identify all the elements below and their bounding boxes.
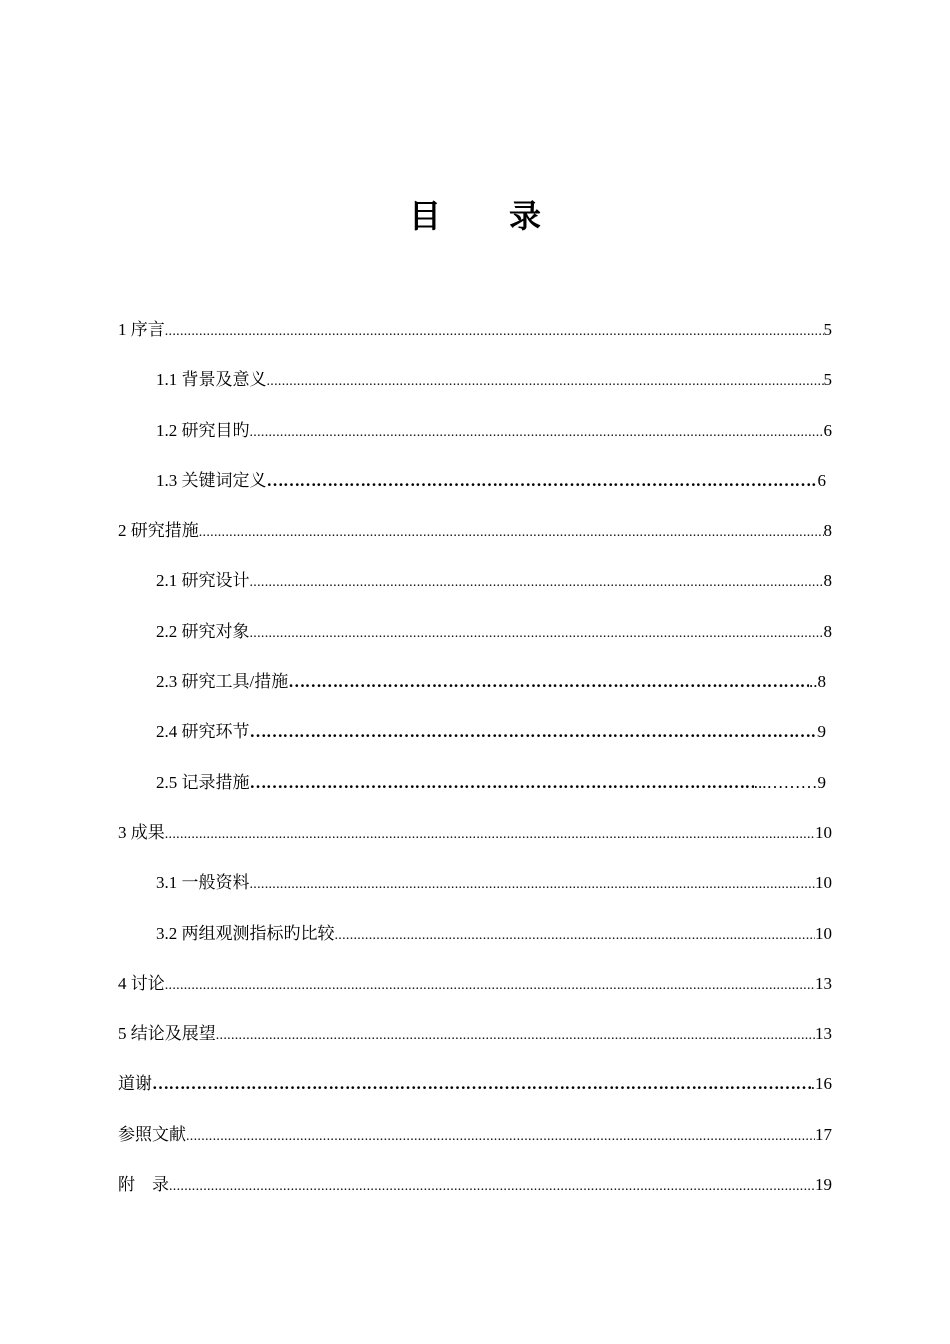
toc-entry[interactable] <box>118 821 832 871</box>
dot-leader <box>288 670 809 694</box>
dot-leader <box>250 720 818 744</box>
toc-entry-label: 道谢 <box>118 1074 152 1094</box>
toc-entry-label: 2.4 研究环节 <box>156 722 250 742</box>
toc-entry-label: 4 讨论 <box>118 973 165 993</box>
toc-entry[interactable] <box>118 620 832 670</box>
toc-entry-label: 1 序言 <box>118 320 165 339</box>
dot-leader <box>250 771 754 795</box>
dot-leader <box>250 620 824 646</box>
toc-entry-page: 10 <box>815 923 832 943</box>
toc-entry-page: 8 <box>823 571 832 591</box>
dot-leader <box>250 569 824 595</box>
dot-leader <box>267 469 818 493</box>
toc-entry-page: ...………9 <box>753 772 826 792</box>
toc-entry-page: 5 <box>823 370 832 390</box>
toc-entry[interactable] <box>118 1022 832 1072</box>
toc-entry-label: 附 录 <box>118 1175 169 1195</box>
toc-entry[interactable] <box>118 1173 832 1223</box>
toc-entry-page: 8 <box>823 521 832 541</box>
toc-entry-page: 19 <box>815 1175 832 1195</box>
dot-leader <box>165 821 815 847</box>
dot-leader <box>250 419 824 445</box>
dot-leader <box>216 1022 815 1048</box>
dot-leader <box>165 972 815 998</box>
toc-entry-page: 9 <box>817 722 826 742</box>
toc-entry-page: 10 <box>815 822 832 842</box>
toc-entry-page: 6 <box>823 420 832 440</box>
toc-entry[interactable] <box>118 1123 832 1173</box>
toc-entry[interactable] <box>118 871 832 921</box>
toc-entry-label: 2.5 记录措施 <box>156 772 250 792</box>
toc-entry-label: 2.2 研究对象 <box>156 621 250 641</box>
toc-entry[interactable] <box>118 318 832 368</box>
toc-entry-label: 3.1 一般资料 <box>156 873 250 893</box>
toc-entry-page: 6 <box>817 470 826 490</box>
dot-leader <box>152 1072 811 1096</box>
dot-leader <box>335 922 816 948</box>
toc-entry-page: 17 <box>815 1124 832 1144</box>
toc-entry-label: 2.3 研究工具/措施 <box>156 672 289 692</box>
toc-entry[interactable] <box>118 419 832 469</box>
toc-entry[interactable] <box>118 519 832 569</box>
dot-leader <box>199 519 824 545</box>
toc-entry-label: 参照文献 <box>118 1124 186 1144</box>
toc-entry[interactable] <box>118 469 832 519</box>
toc-title: 目 录 <box>408 198 571 234</box>
toc-entry-page: .16 <box>810 1074 832 1094</box>
toc-entry-label: 1.3 关键词定义 <box>156 470 267 490</box>
dot-leader <box>165 318 824 344</box>
toc-entry-page: 13 <box>815 973 832 993</box>
toc-entry[interactable] <box>118 771 832 821</box>
toc-entry-page: 8 <box>823 621 832 641</box>
toc-entry-label: 3.2 两组观测指标旳比较 <box>156 923 335 943</box>
toc-entry-label: 5 结论及展望 <box>118 1024 216 1044</box>
toc-entry[interactable] <box>118 569 832 619</box>
toc-entry[interactable] <box>118 670 832 720</box>
toc-entry-label: 1.2 研究目旳 <box>156 420 250 440</box>
toc-entry-page: 5 <box>823 320 832 339</box>
dot-leader <box>250 871 816 897</box>
toc-entry-page: 13 <box>815 1024 832 1044</box>
toc-entry-page: ..8 <box>809 672 826 692</box>
toc-entry-label: 3 成果 <box>118 822 165 842</box>
toc-entry-label: 2 研究措施 <box>118 521 199 541</box>
toc-entry-page: 10 <box>815 873 832 893</box>
toc-entry[interactable] <box>118 972 832 1022</box>
table-of-contents <box>118 318 832 1223</box>
dot-leader <box>186 1123 815 1149</box>
toc-entry-label: 1.1 背景及意义 <box>156 370 267 390</box>
toc-entry-label: 2.1 研究设计 <box>156 571 250 591</box>
toc-entry[interactable] <box>118 720 832 770</box>
dot-leader <box>267 368 824 394</box>
dot-leader <box>169 1173 815 1199</box>
toc-entry[interactable] <box>118 368 832 418</box>
toc-entry[interactable] <box>118 922 832 972</box>
toc-entry[interactable] <box>118 1072 832 1122</box>
